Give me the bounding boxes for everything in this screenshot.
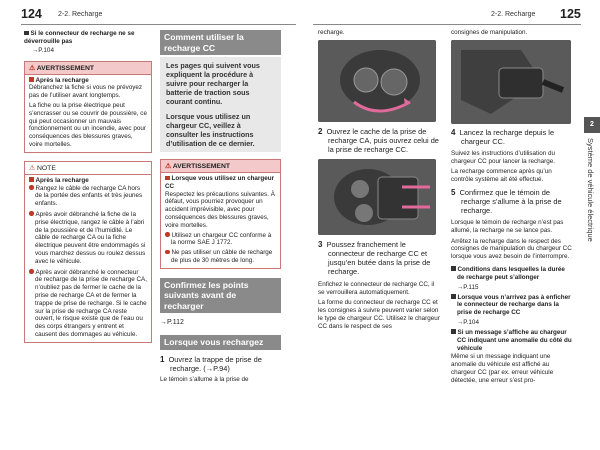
q1-heading: Si le connecteur de recharge ne se déverrouille pas [24, 30, 135, 45]
right-header-rule [313, 24, 581, 25]
step-1-note: Le témoin s’allume à la prise de [160, 375, 249, 383]
confirm-reference[interactable]: →P.112 [160, 319, 184, 327]
warning-subheading: Après la recharge [29, 77, 147, 85]
step-4: 4 Lancez la recharge depuis le chargeur CC. [451, 127, 555, 146]
chapter-tab[interactable] [584, 117, 600, 133]
warning-header: ⚠ AVERTISSEMENT [25, 62, 151, 75]
column-3 [318, 29, 442, 331]
section-heading-charging: Lorsque vous rechargez [160, 335, 281, 350]
section-heading-dc-charging: Comment utiliser la recharge CC [160, 30, 281, 55]
section-heading-confirm: Confirmez les points suivants avant de recharger [160, 278, 281, 314]
paragraph-indicator-off: Lorsque le témoin de recharge n’est pas allumé, la recharge ne se lance pas. [451, 218, 564, 234]
right-section-title: 2-2. Recharge [491, 11, 536, 18]
q-charge-time-reference[interactable]: →P.115 [457, 283, 479, 291]
note-subheading: Après la recharge [29, 177, 147, 185]
q-cannot-insert-heading: Lorsque vous n’arrivez pas à enficher le connecteur de recharge dans la prise de recharge CC [451, 294, 573, 317]
column-1 [24, 30, 152, 343]
warning-box-2 [160, 159, 281, 269]
intro-box [160, 57, 281, 152]
continued-text: consignes de manipulation. [451, 29, 528, 36]
warning-box-1 [24, 61, 152, 153]
dc-connector-image [318, 159, 436, 235]
q1-reference[interactable]: →P.104 [32, 46, 54, 54]
paragraph-system-check: La recharge commence après qu’un contrôle système ait été effectué. [451, 168, 552, 184]
q-error-message-text: Même si un message indiquant une anomalie du véhicule est affiché au chargeur CC (par ex. erreur véhicule détectée, une erreur s’est pro- [451, 353, 554, 384]
charging-port-cover-image [318, 40, 436, 122]
left-section-title: 2-2. Recharge [58, 11, 103, 18]
paragraph-auto-lock: Enfichez le connecteur de recharge CC, il se verrouillera automatiquement. [318, 280, 435, 296]
warning-paragraph-1: Débranchez la fiche si vous ne prévoyez pas de l’utiliser avant longtemps. [29, 84, 143, 100]
warning-paragraph-2: La fiche ou la prise électrique peut s’encrasser ou se couvrir de poussière, ce qui peut occasionner un mauvais fonctionnement ou un incendie, avec pour conséquences des blessures graves, voire mortelles. [29, 101, 147, 148]
paragraph-follow-instructions: Suivez les instructions d’utilisation du chargeur CC pour lancer la recharge. [451, 149, 555, 165]
note-icon: ⚠ [29, 164, 37, 172]
warning-icon: ⚠ [29, 64, 37, 72]
column-4 [451, 29, 573, 385]
column-2 [160, 30, 281, 384]
q-cannot-insert-reference[interactable]: →P.104 [457, 318, 479, 326]
step-1: 1 Ouvrez la trappe de prise de recharge. (→P.94) [160, 354, 262, 373]
step-2: 2 Ouvrez le cache de la prise de recharge CA, puis ouvrez celui de la prise de recharge CC. [318, 126, 439, 154]
note-bullet-3: Après avoir débranché le connecteur de recharge de la prise de recharge CA, n’oubliez pas de fermer le cache de la prise de recharge CA et de fermer la trappe de prise de recharge. Si le cache sur la prise de recharge CA reste ouvert, le risque existe que de l’eau ou des corps étrangers y entrent et causent des dommages au véhicule. [29, 269, 147, 339]
warning-subheading-2: Lorsque vous utilisez un chargeur CC [165, 175, 275, 190]
right-page-number: 125 [560, 7, 581, 21]
paragraph-connector-shape: La forme du connecteur de recharge CC et les consignes à suivre peuvent varier selon le type de chargeur CC. Utilisez le chargeur CC dans le respect de ses [318, 299, 440, 330]
warning-bullet-1: Utilisez un chargeur CC conforme à la norme SAE J 1772. [165, 232, 276, 248]
step-5: 5 Confirmez que le témoin de recharge s’allume à la prise de recharge. [451, 187, 562, 215]
continued-text: recharge. [318, 29, 345, 36]
dc-charger-illustration [451, 40, 571, 124]
warning-icon: ⚠ [165, 163, 173, 170]
intro-paragraph-2: Lorsque vous utilisez un chargeur CC, veillez à consulter les instructions d’utilisation de ce dernier. [166, 112, 255, 148]
intro-paragraph-1: Les pages qui suivent vous expliquent la procédure à suivre pour recharger la batterie de traction sous courant continu. [166, 61, 260, 106]
step-3: 3 Poussez franchement le connecteur de recharge CC et jusqu’en butée dans la prise de recharge. [318, 239, 431, 276]
charging-port-cover-illustration [318, 40, 436, 122]
left-header-rule [21, 24, 296, 25]
paragraph-stop-charging: Arrêtez la recharge dans le respect des consignes de manipulation du chargeur CC lorsque vous avez besoin de l’interrompre. [451, 237, 572, 261]
left-page-number: 124 [21, 7, 42, 21]
chapter-tab-number: 2 [590, 121, 594, 128]
note-box [24, 161, 152, 343]
chapter-vertical-title: Système de véhicule électrique [586, 138, 595, 242]
warning-bullet-2: Ne pas utiliser un câble de recharge de plus de 30 mètres de long. [165, 249, 276, 265]
dc-charger-image [451, 40, 571, 124]
warning-header-2: ⚠ AVERTISSEMENT [161, 160, 280, 173]
dc-connector-illustration [318, 159, 436, 235]
note-header: ⚠ NOTE [25, 162, 151, 175]
note-bullet-2: Après avoir débranché la fiche de la prise électrique, rangez le câble à l’abri de la poussière et de l’humidité. Le câble de recharge CA ou la fiche électrique peuvent être endommagés si vous marchez dessus ou roulez dessus avec le véhicule. [29, 211, 147, 266]
q-charge-time-heading: Conditions dans lesquelles la durée de recharge peut s’allonger [451, 266, 573, 282]
q-error-message-heading: Si un message s’affiche au chargeur CC indiquant une anomalie du côté du véhicule [451, 329, 573, 352]
warning-paragraph: Respectez les précautions suivantes. À défaut, vous pourriez provoquer un accident imprévisible, avec pour conséquences des blessures graves, voire mortelles. [165, 190, 275, 229]
note-bullet-1: Rangez le câble de recharge CA hors de la portée des enfants et très jeunes enfants. [29, 185, 147, 208]
